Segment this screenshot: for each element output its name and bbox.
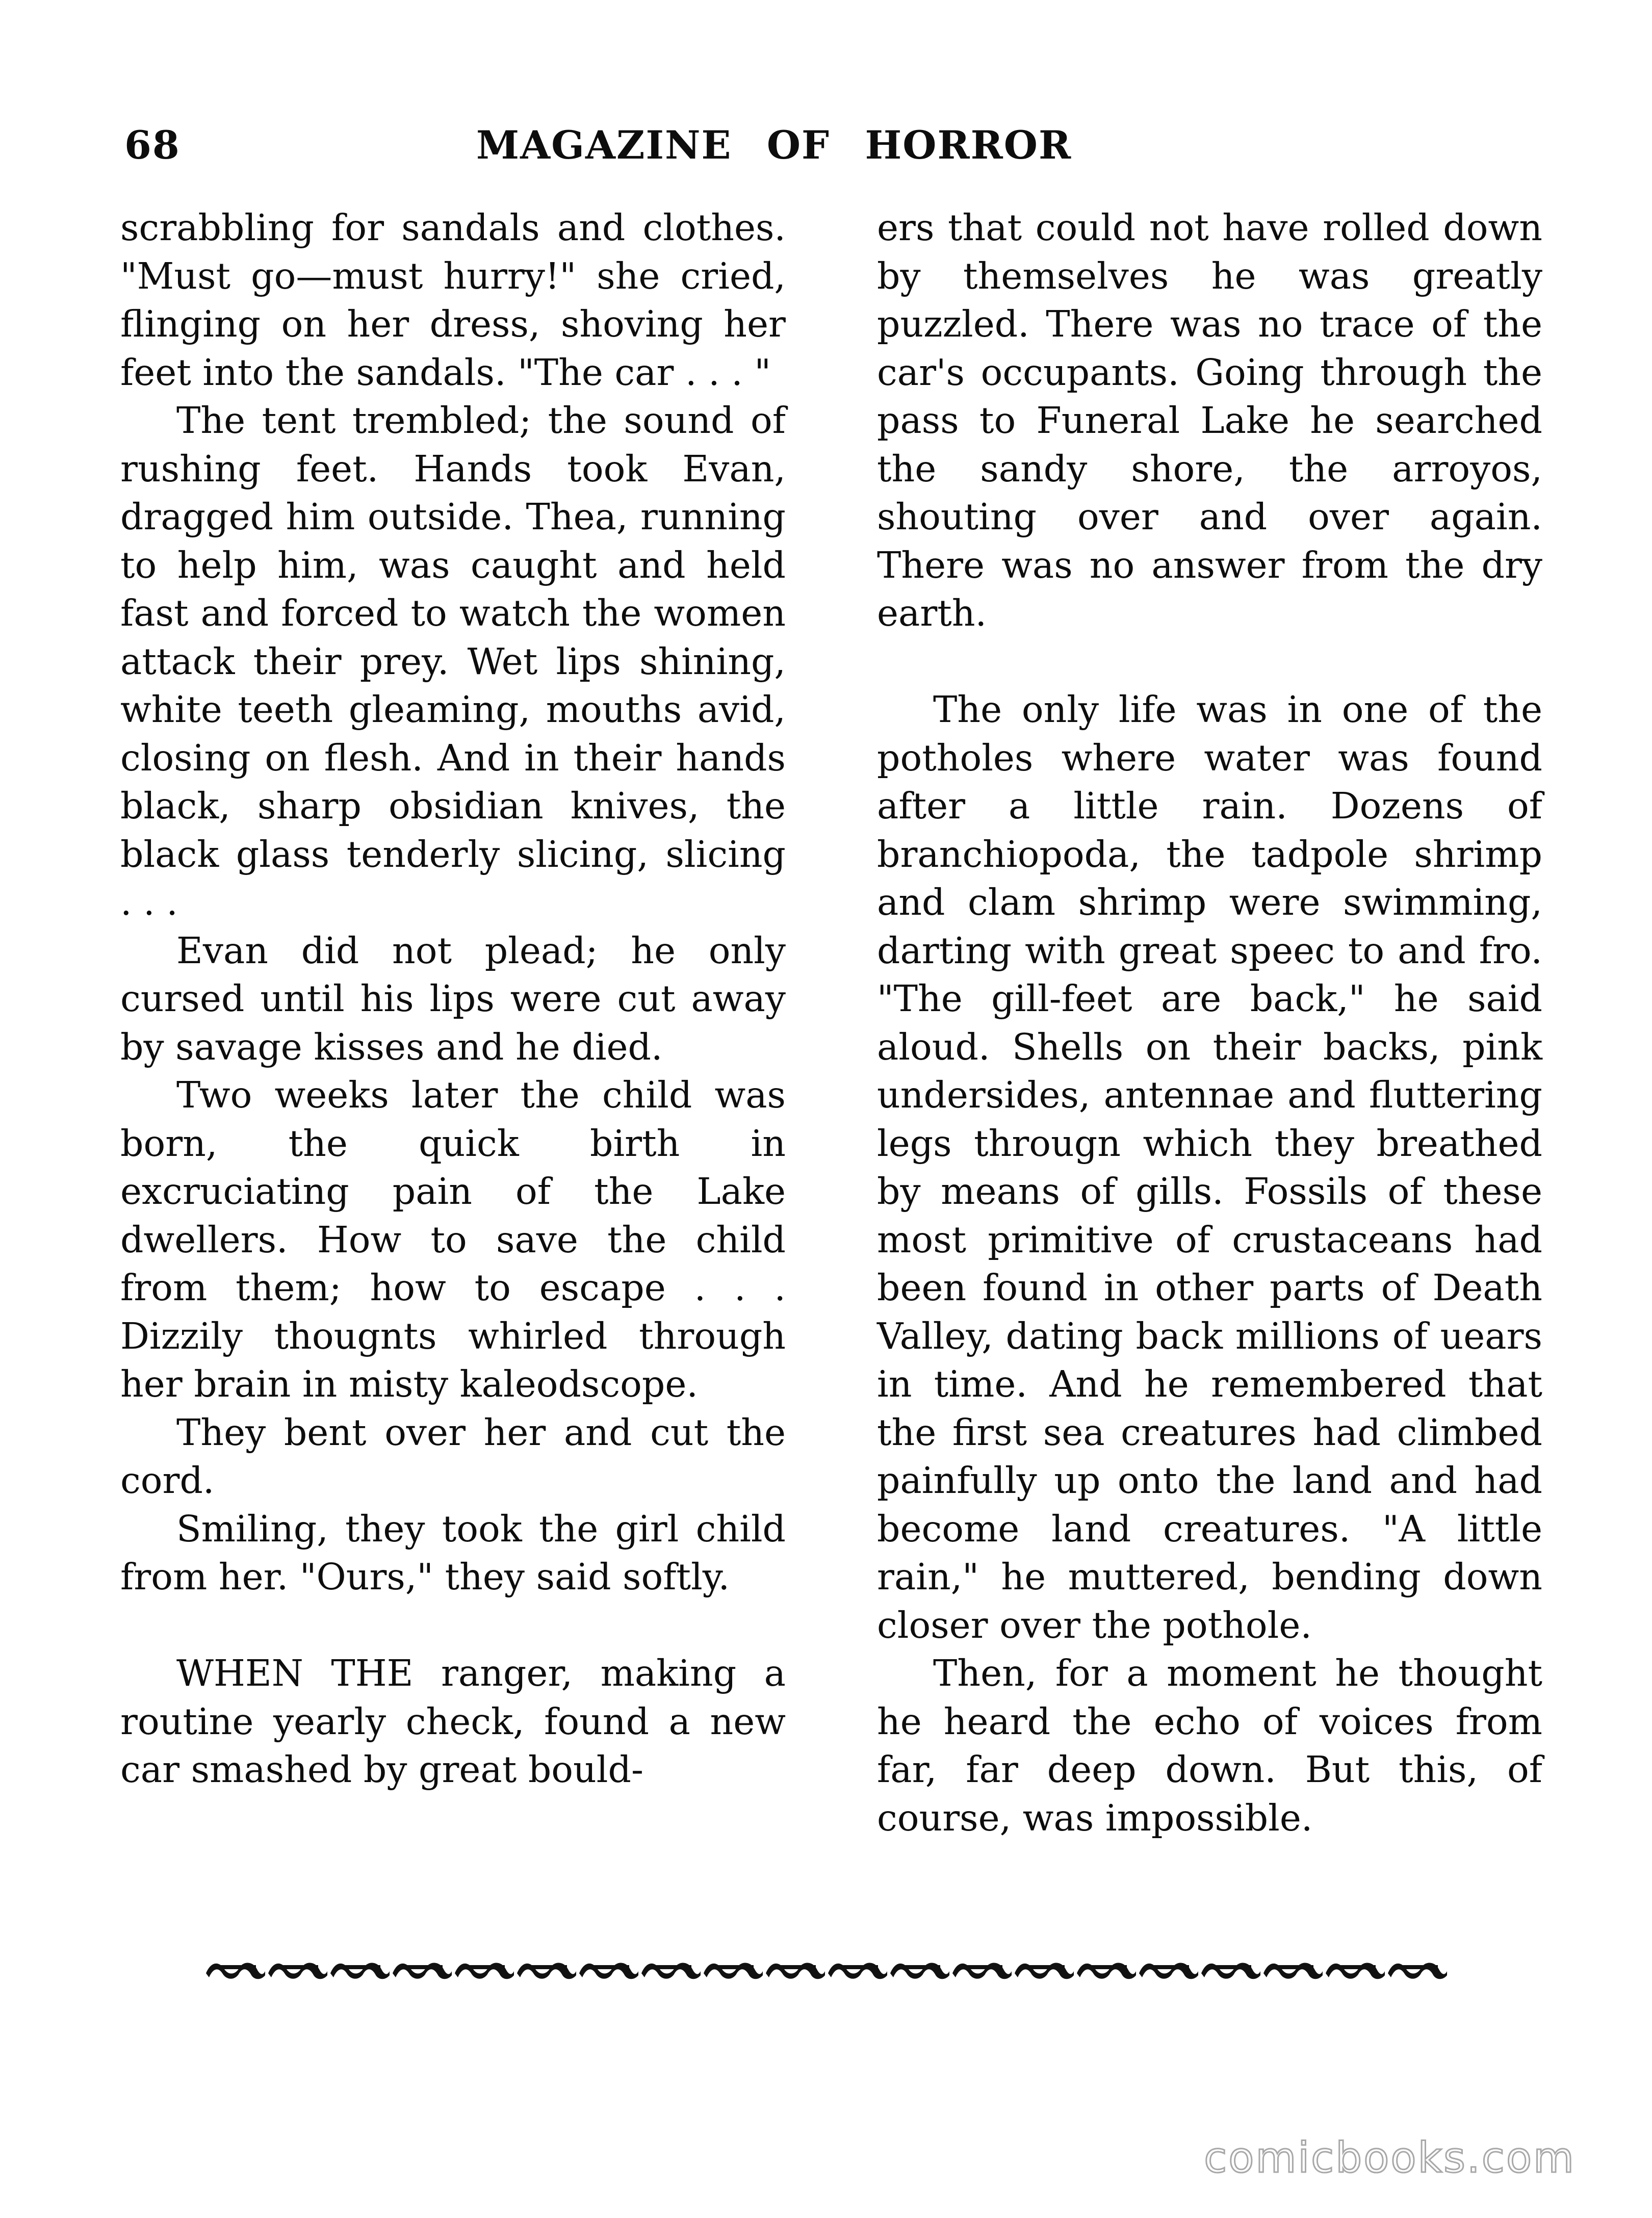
ornament-icon [204, 1958, 1448, 1981]
ornament-segment [1077, 1963, 1136, 1979]
paragraph: ers that could not have rolled down by themselves he was greatly puzzled. There was no trace of the car's occupants. Going through the pass to Funeral Lake he searched the sandy shore, the arroyos, shouting over and over again. There was no answer from the dry earth. [877, 207, 1542, 634]
ornament-segment [1263, 1963, 1323, 1979]
page-number: 68 [124, 122, 180, 168]
ornament-segment [517, 1963, 576, 1979]
paragraph: Evan did not plead; he only cursed until his lips were cut away by savage kisses and he died. [120, 929, 786, 1068]
magazine-title: MAGAZINE OF HORROR [476, 122, 1072, 168]
ornament-segment [890, 1963, 949, 1979]
paragraph: Then, for a moment he thought he heard the echo of voices from far, far deep down. But this, of course, was impossible. [877, 1652, 1542, 1839]
paragraph: They bent over her and cut the cord. [120, 1411, 786, 1502]
ornament-segment [704, 1963, 763, 1979]
ornament-segment [828, 1963, 887, 1979]
ornament-segment [268, 1963, 327, 1979]
page-header [124, 122, 1542, 178]
paragraph: scrabbling for sandals and clothes. "Must go—must hurry!" she cried, flinging on her dress, shoving her feet into the sandals. "The car . . . " [120, 207, 786, 394]
text-column-left [120, 204, 786, 1794]
paragraph: The only life was in one of the potholes where water was found after a little rain. Dozens of branchiopoda, the tadpole shrimp and clam shrimp were swimming, darting with great speec to and fro. "The gill-feet are back," he said aloud. Shells on their backs, pink undersides, antennae and fluttering legs througn which they breathed by means of gills. Fossils of these most primitive of crustaceans had been found in other parts of Death Valley, dating back millions of uears in time. And he remembered that the first sea creatures had climbed painfully up onto the land and had become land creatures. "A little rain," he muttered, bending down closer over the pothole. [877, 688, 1542, 1646]
watermark-logo: comicbooks.com [1204, 2134, 1576, 2182]
decorative-border-ornament [204, 1958, 1448, 1981]
ornament-segment [1015, 1963, 1074, 1979]
paragraph: WHEN THE ranger, making a routine yearly check, found a new car smashed by great bould- [120, 1652, 786, 1791]
ornament-segment [455, 1963, 514, 1979]
ornament-segment [1201, 1963, 1260, 1979]
ornament-segment [330, 1963, 390, 1979]
ornament-segment [206, 1963, 265, 1979]
ornament-segment [641, 1963, 701, 1979]
ornament-segment [393, 1963, 452, 1979]
ornament-segment [952, 1963, 1012, 1979]
ornament-segment [1326, 1963, 1385, 1979]
paragraph: Two weeks later the child was born, the quick birth in excruciating pain of the Lake dwellers. How to save the child from them; how to escape . . . Dizzily thougnts whirled through her brain in misty kaleodscope. [120, 1074, 786, 1405]
ornament-segment [766, 1963, 825, 1979]
ornament-segment [579, 1963, 638, 1979]
paragraph: The tent trembled; the sound of rushing feet. Hands took Evan, dragged him outside. Thea, running to help him, was caught and held fast and forced to watch the women attack their prey. Wet lips shining, white teeth gleaming, mouths avid, closing on flesh. And in their hands black, sharp obsidian knives, the black glass tenderly slicing, slicing . . . [120, 399, 786, 923]
ornament-segment [1388, 1963, 1447, 1979]
ornament-segment [1139, 1963, 1198, 1979]
paragraph: Smiling, they took the girl child from her. "Ours," they said softly. [120, 1507, 786, 1598]
text-column-right [877, 204, 1542, 1842]
